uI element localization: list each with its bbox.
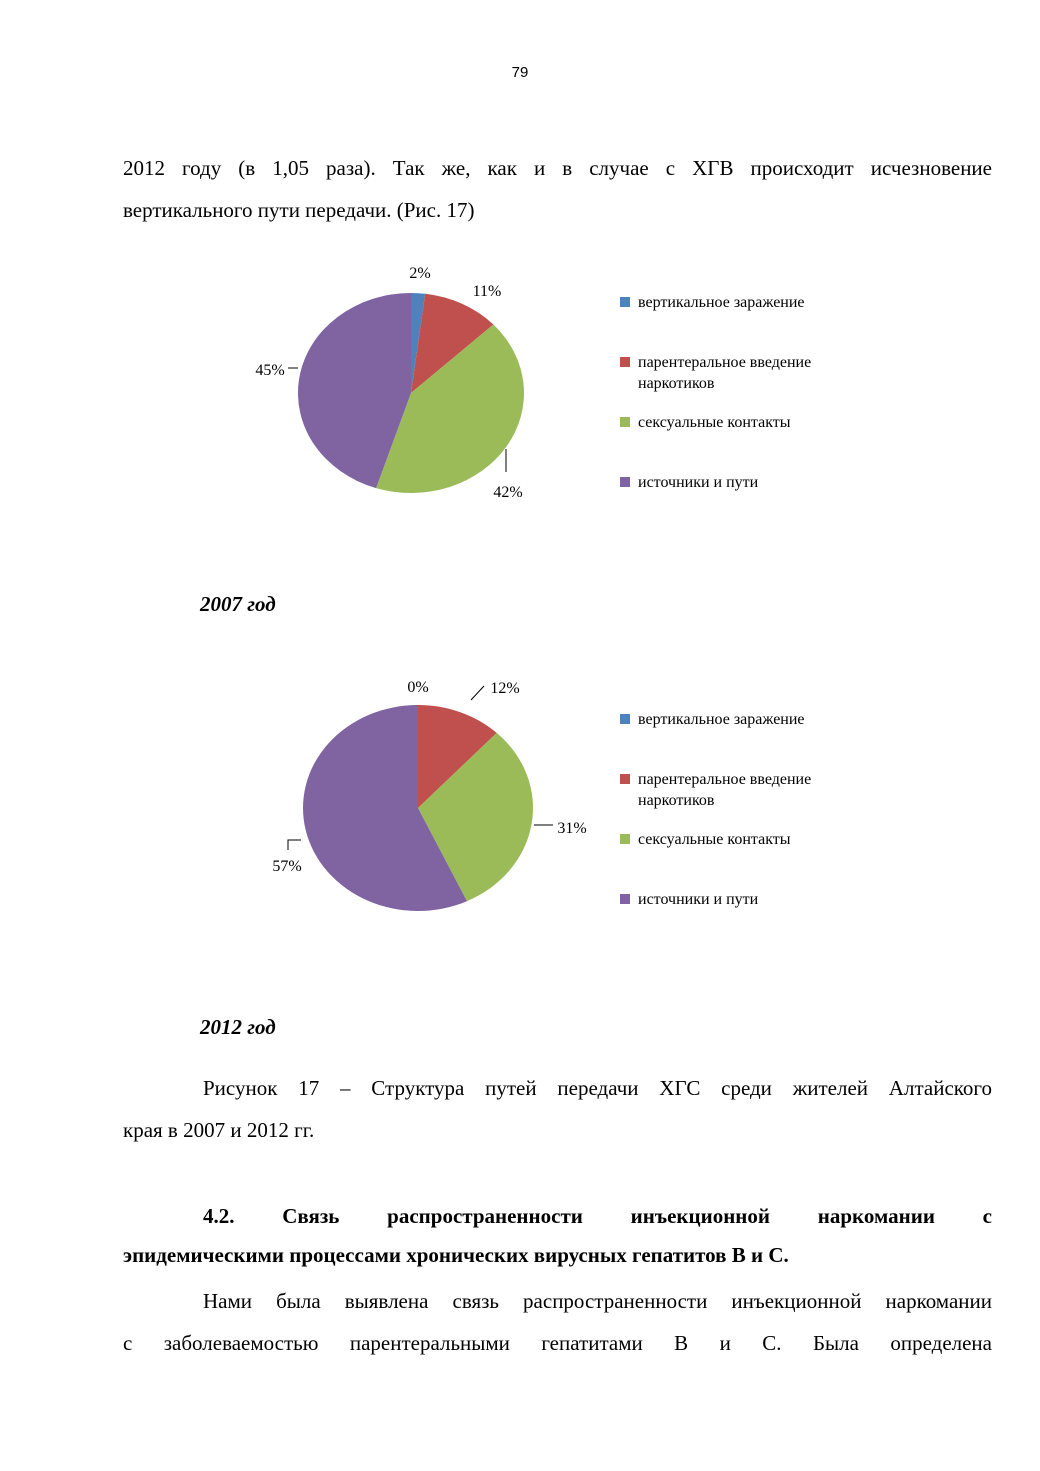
- legend-item-sources: [620, 472, 828, 493]
- body-line-1: Нами была выявлена связь распространенности инъекционной наркомании: [203, 1289, 992, 1313]
- legend-item-sources: [620, 889, 828, 910]
- legend-swatch: [620, 774, 630, 784]
- pie-chart-2012: [0, 670, 1040, 930]
- legend-swatch: [620, 477, 630, 487]
- legend-label: источники и пути: [638, 891, 759, 908]
- legend-item-sexual: [620, 412, 828, 433]
- legend-label: вертикальное заражение: [638, 294, 805, 311]
- page-number: 79: [511, 64, 529, 81]
- data-label: 42%: [493, 484, 523, 501]
- legend-label: источники и пути: [638, 474, 759, 491]
- data-label: 12%: [490, 680, 520, 697]
- leader-line: [471, 686, 484, 700]
- legend-label: парентеральное введение наркотиков: [638, 354, 812, 392]
- data-label: 0%: [407, 679, 429, 696]
- data-label: 31%: [557, 820, 587, 837]
- legend-item-parenteral: [620, 352, 828, 394]
- legend-label: сексуальные контакты: [638, 831, 791, 848]
- legend-swatch: [620, 834, 630, 844]
- figure-caption-line-2: края в 2007 и 2012 гг.: [123, 1118, 315, 1142]
- legend-swatch: [620, 714, 630, 724]
- data-label: 2%: [409, 265, 431, 282]
- chart-caption-2007: 2007 год: [200, 592, 276, 616]
- legend-swatch: [620, 417, 630, 427]
- data-label: 45%: [255, 362, 285, 379]
- intro-line-2: вертикального пути передачи. (Рис. 17): [123, 198, 475, 222]
- pie-chart-2007: [0, 255, 1040, 525]
- legend-label: вертикальное заражение: [638, 711, 805, 728]
- legend-label: парентеральное введение наркотиков: [638, 771, 812, 809]
- chart-caption-2012: 2012 год: [200, 1015, 276, 1039]
- body-line-2: с заболеваемостью парентеральными гепатитами В и С. Была определена: [123, 1331, 992, 1355]
- intro-line-1: 2012 году (в 1,05 раза). Так же, как и в случае с ХГВ происходит исчезновение: [123, 156, 992, 180]
- legend-label: сексуальные контакты: [638, 414, 791, 431]
- section-heading-line-1: 4.2. Связь распространенности инъекционной наркомании с: [203, 1204, 992, 1228]
- leader-line: [288, 840, 301, 850]
- legend-item-sexual: [620, 829, 828, 850]
- legend-swatch: [620, 357, 630, 367]
- legend-item-parenteral: [620, 769, 828, 811]
- legend-item-vertical: [620, 709, 828, 730]
- figure-caption-line-1: Рисунок 17 – Структура путей передачи ХГС среди жителей Алтайского: [203, 1076, 992, 1100]
- section-heading-line-2: эпидемическими процессами хронических вирусных гепатитов В и С.: [123, 1243, 789, 1267]
- data-label: 11%: [472, 283, 502, 300]
- legend-item-vertical: [620, 292, 828, 313]
- legend-swatch: [620, 297, 630, 307]
- data-label: 57%: [272, 858, 302, 875]
- legend-swatch: [620, 894, 630, 904]
